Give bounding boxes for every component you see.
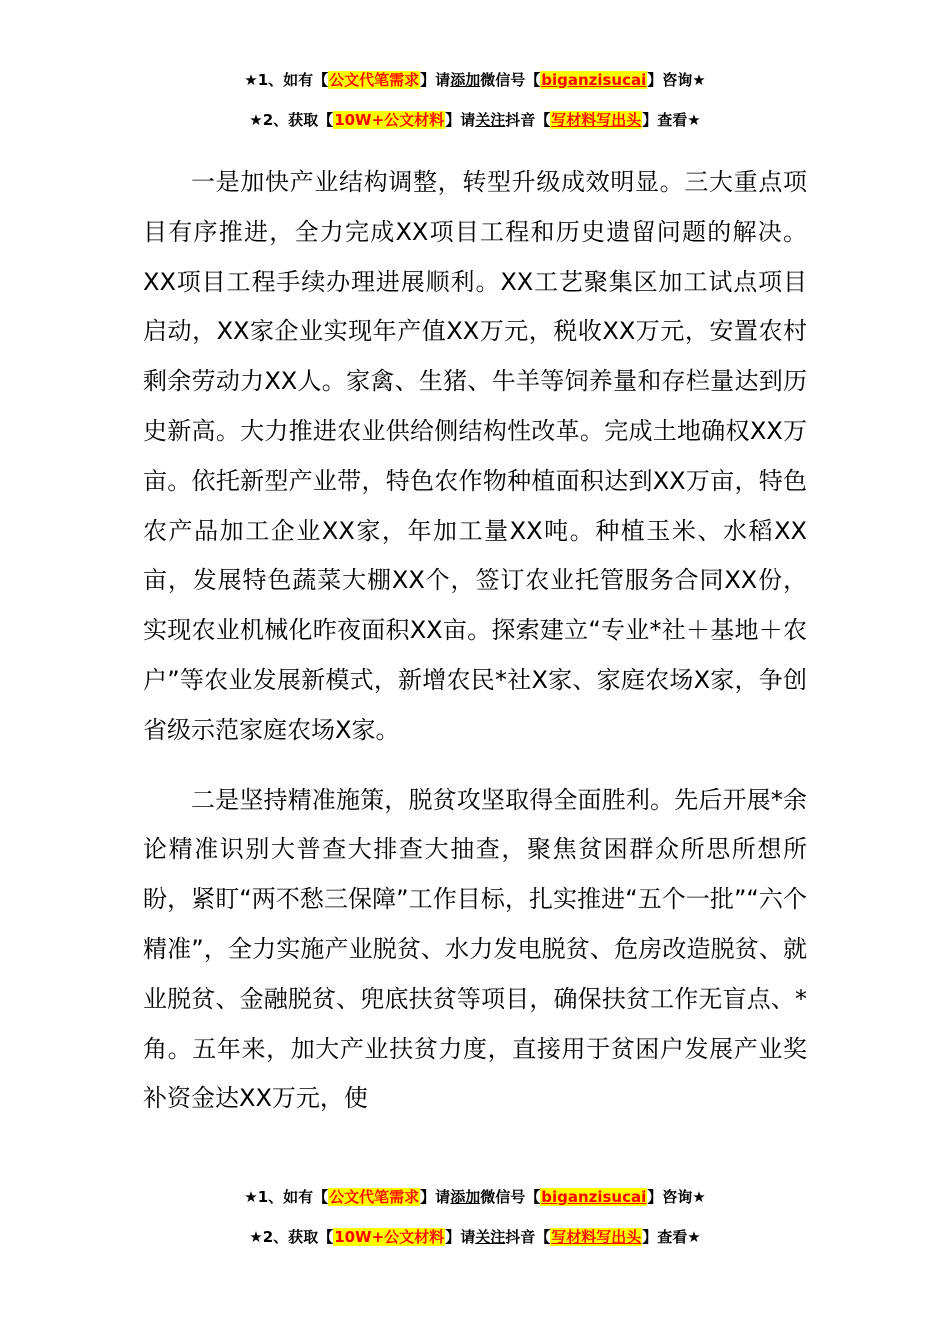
header-line-2-suffix: 】查看★ — [642, 111, 701, 129]
header-line-1-highlight-2: biganzisucai — [541, 71, 647, 89]
footer-line-2-suffix: 】查看★ — [642, 1228, 701, 1246]
header-line-1 — [0, 60, 950, 100]
header-line-1-highlight-1: 公文代笔需求 — [329, 71, 420, 89]
header-line-2-highlight-1: 10W+公文材料 — [334, 111, 445, 129]
header-line-2-highlight-2: 写材料写出头 — [551, 111, 642, 129]
header-line-2-mid-1: 】请 — [445, 111, 476, 129]
header-line-1-mid-1: 】请 — [420, 71, 451, 89]
document-body — [143, 158, 807, 1124]
paragraph-1: 一是加快产业结构调整，转型升级成效明显。三大重点项目有序推进，全力完成XX项目工程和历史遗留问题的解决。XX项目工程手续办理进展顺利。XX工艺聚集区加工试点项目启动，XX家企业实现年产值XX万元，税收XX万元，安置农村剩余劳动力XX人。家禽、生猪、牛羊等饲养量和存栏量达到历史新高。大力推进农业供给侧结构性改革。完成土地确权XX万亩。依托新型产业带，特色农作物种植面积达到XX万亩，特色农产品加工企业XX家，年加工量XX吨。种植玉米、水稻XX亩，发展特色蔬菜大棚XX个，签订农业托管服务合同XX份，实现农业机械化昨夜面积XX亩。探索建立“专业*社＋基地＋农户”等农业发展新模式，新增农民*社X家、家庭农场X家，争创省级示范家庭农场X家。 — [143, 168, 807, 744]
header-line-2-emphasis: 关注 — [475, 111, 506, 129]
footer-line-2-mid-1: 】请 — [445, 1228, 476, 1246]
footer-line-1 — [0, 1177, 950, 1217]
header-banner — [0, 60, 950, 140]
footer-line-2-emphasis: 关注 — [475, 1228, 506, 1246]
header-line-2-prefix: ★2、获取【 — [249, 111, 334, 129]
footer-banner — [0, 1177, 950, 1257]
paragraph-2: 二是坚持精准施策，脱贫攻坚取得全面胜利。先后开展*余论精准识别大普查大排查大抽查，聚焦贫困群众所思所想所盼，紧盯“两不愁三保障”工作目标，扎实推进“五个一批”“六个精准”，全力实施产业脱贫、水力发电脱贫、危房改造脱贫、就业脱贫、金融脱贫、兜底扶贫等项目，确保扶贫工作无盲点、*角。五年来，加大产业扶贫力度，直接用于贫困户发展产业奖补资金达XX万元，使 — [143, 785, 807, 1113]
footer-line-2-highlight-2: 写材料写出头 — [551, 1228, 642, 1246]
header-line-1-mid-2: 微信号【 — [480, 71, 541, 89]
footer-line-2 — [0, 1217, 950, 1257]
footer-line-1-prefix: ★1、如有【 — [244, 1188, 329, 1206]
header-line-1-emphasis: 添加 — [450, 71, 481, 89]
footer-line-1-mid-1: 】请 — [420, 1188, 451, 1206]
footer-line-2-mid-2: 抖音【 — [505, 1228, 551, 1246]
header-line-2-mid-2: 抖音【 — [505, 111, 551, 129]
header-line-1-prefix: ★1、如有【 — [244, 71, 329, 89]
footer-line-1-highlight-2: biganzisucai — [541, 1188, 647, 1206]
header-line-2 — [0, 100, 950, 140]
footer-line-2-prefix: ★2、获取【 — [249, 1228, 334, 1246]
footer-line-1-highlight-1: 公文代笔需求 — [329, 1188, 420, 1206]
footer-line-1-suffix: 】咨询★ — [647, 1188, 706, 1206]
footer-line-1-emphasis: 添加 — [450, 1188, 481, 1206]
footer-line-2-highlight-1: 10W+公文材料 — [334, 1228, 445, 1246]
header-line-1-suffix: 】咨询★ — [647, 71, 706, 89]
footer-line-1-mid-2: 微信号【 — [480, 1188, 541, 1206]
